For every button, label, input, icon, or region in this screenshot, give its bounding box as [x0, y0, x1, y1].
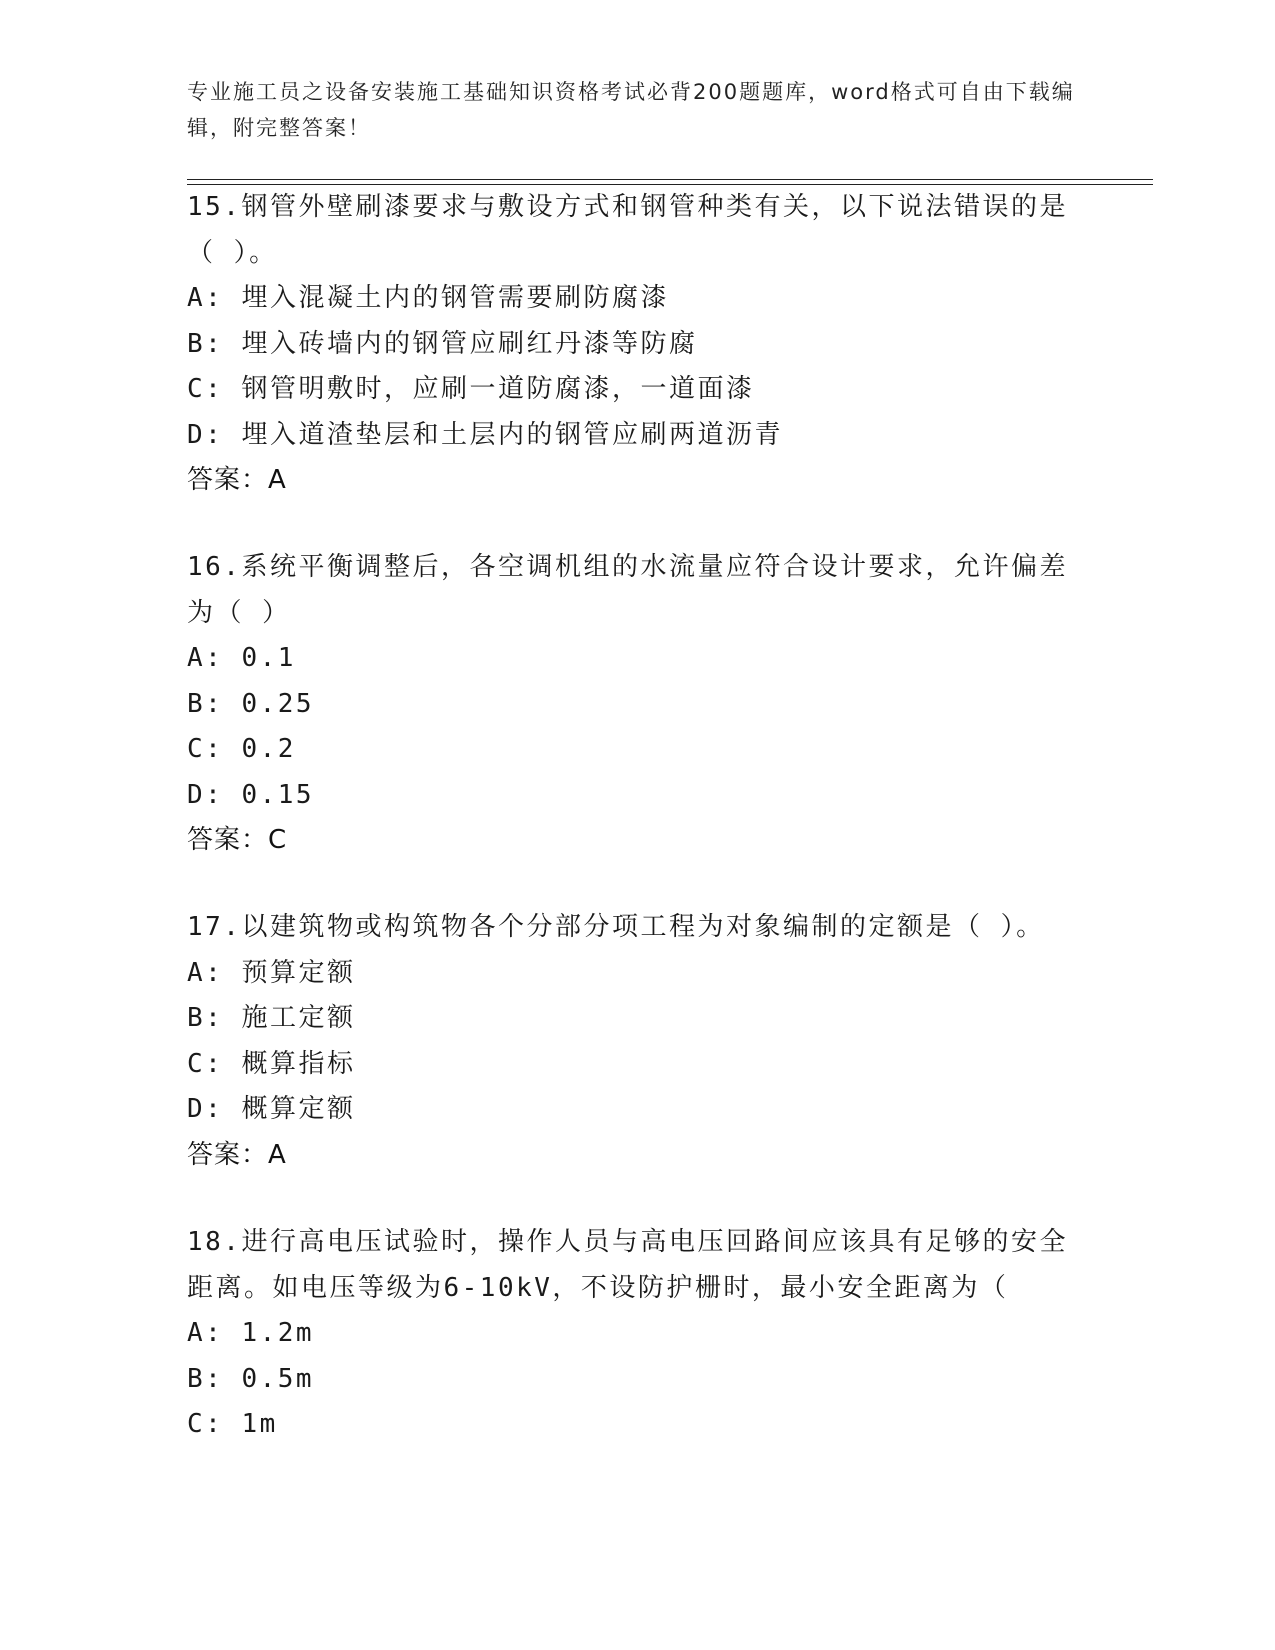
- document-header: 专业施工员之设备安装施工基础知识资格考试必背200题题库，word格式可自由下载编辑，附完整答案！: [187, 80, 1075, 140]
- header-rule-top: [187, 179, 1153, 180]
- question-17: [187, 905, 1077, 1178]
- option-a: A: 1.2m: [187, 1318, 315, 1348]
- question-stem: 17.以建筑物或构筑物各个分部分项工程为对象编制的定额是（ ）。: [187, 912, 1045, 942]
- option-d: D: 埋入道渣垫层和土层内的钢管应刷两道沥青: [187, 419, 783, 450]
- option-c: C: 1m: [187, 1409, 278, 1439]
- question-16: [187, 545, 1077, 864]
- option-a: A: 预算定额: [187, 957, 356, 988]
- option-a: A: 埋入混凝土内的钢管需要刷防腐漆: [187, 283, 669, 313]
- option-a: A: 0.1: [187, 643, 296, 673]
- question-stem: 18.进行高电压试验时，操作人员与高电压回路间应该具有足够的安全距离。如电压等级为6-10kV，不设防护栅时，最小安全距离为（: [187, 1227, 1068, 1303]
- question-15: [187, 185, 1077, 504]
- option-c: C: 钢管明敷时，应刷一道防腐漆，一道面漆: [187, 374, 755, 404]
- question-stem: 15.钢管外壁刷漆要求与敷设方式和钢管种类有关，以下说法错误的是（ ）。: [187, 192, 1068, 268]
- question-18: [187, 1220, 1077, 1448]
- option-c: C: 概算指标: [187, 1048, 356, 1079]
- option-b: B: 施工定额: [187, 1003, 356, 1033]
- option-d: D: 0.15: [187, 779, 315, 810]
- answer-label: 答案：A: [187, 1139, 287, 1170]
- option-b: B: 0.5m: [187, 1363, 315, 1394]
- option-b: B: 埋入砖墙内的钢管应刷红丹漆等防腐: [187, 328, 698, 359]
- option-b: B: 0.25: [187, 688, 315, 719]
- question-stem: 16.系统平衡调整后，各空调机组的水流量应符合设计要求，允许偏差为（ ）: [187, 552, 1068, 628]
- option-c: C: 0.2: [187, 734, 296, 764]
- answer-label: 答案：C: [187, 825, 288, 855]
- answer-label: 答案：A: [187, 465, 287, 495]
- option-d: D: 概算定额: [187, 1094, 356, 1124]
